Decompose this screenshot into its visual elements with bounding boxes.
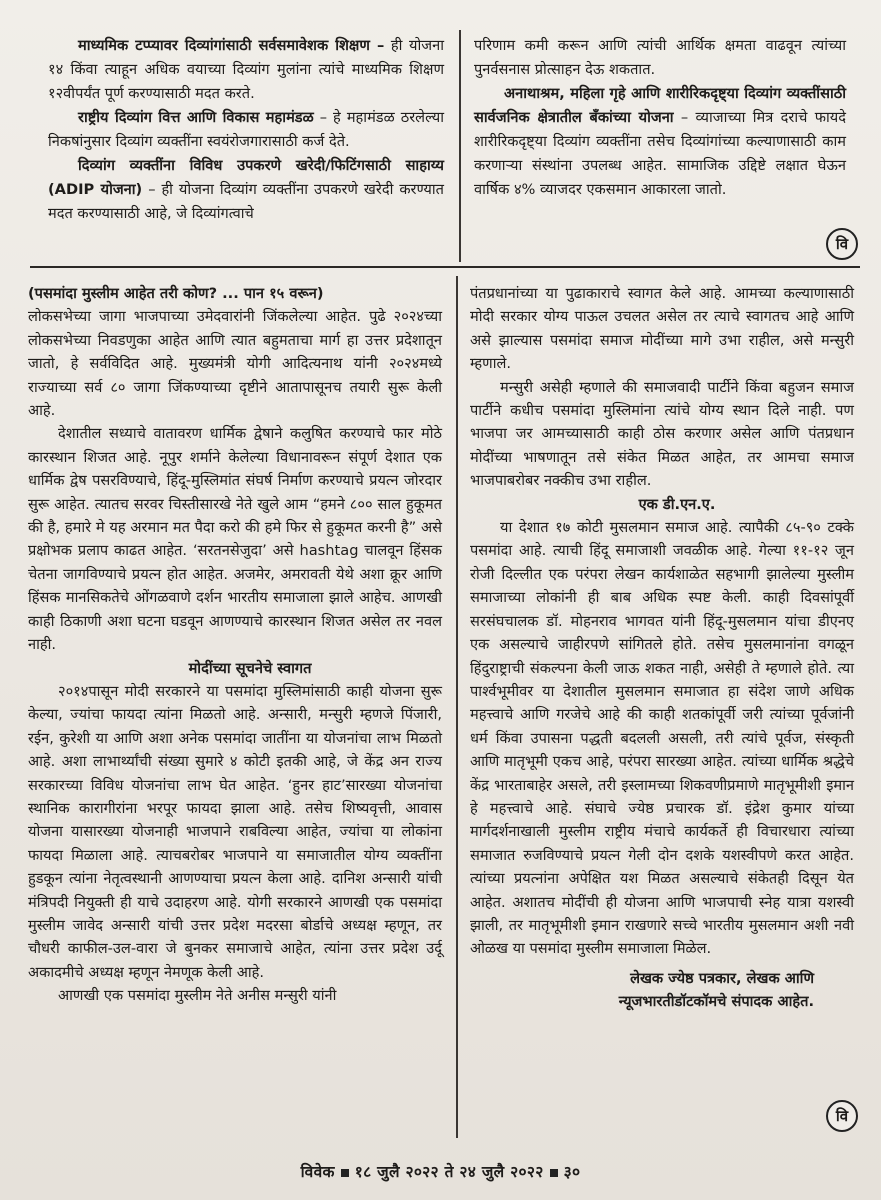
- top-left-column: [48, 34, 444, 226]
- text: – व्याजाच्या मित्र दराचे फायदे शारीरिकदृष्ट्या दिव्यांग व्यक्तींना तसेच दिव्यांगांच्या कल्याणासाठी काम करणाऱ्या संस्थांना उपलब्ध आहेत. सामाजिक उद्दिष्टे लक्षात घेऊन वार्षिक ४% व्याजदर एकसमान आकारला जातो.: [474, 109, 846, 198]
- right-column: [470, 282, 854, 1014]
- paragraph: परिणाम कमी करून आणि त्यांची आर्थिक क्षमता वाढवून त्यांच्या पुनर्वसनास प्रोत्साहन देऊ शकतात.: [474, 37, 846, 78]
- paragraph: आणखी एक पसमांदा मुस्लीम नेते अनीस मन्सुरी यांनी: [58, 987, 337, 1005]
- bold-lead: दिव्यांग व्यक्तींना विविध उपकरणे खरेदी/फिटिंगसाठी साहाय्य (ADIP योजना): [48, 157, 444, 198]
- author-note-line-1: लेखक ज्येष्ठ पत्रकार, लेखक आणि: [630, 969, 814, 987]
- section-divider: [30, 266, 860, 268]
- paragraph: [48, 106, 444, 154]
- logo-letter: वि: [835, 235, 849, 253]
- continuation-note: (पसमांदा मुस्लीम आहेत तरी कोण? ... पान १५ वरून): [28, 285, 324, 302]
- subheading: मोदींच्या सूचनेचे स्वागत: [188, 659, 312, 677]
- left-column: [28, 282, 442, 1008]
- top-column-divider: [459, 30, 461, 262]
- paragraph: मन्सुरी असेही म्हणाले की समाजवादी पार्टीने किंवा बहुजन समाज पार्टीने कधीच पसमांदा मुस्लिमांना त्यांचे योग्य स्थान दिले नाही. पण भाजपा जर आमच्यासाठी काही ठोस करणार असेल आणि पंतप्रधान मोदींच्या भाषणातून तसे संकेत मिळत आहेत, तर आमचा समाज भाजपाबरोबर नक्कीच उभा राहील.: [470, 378, 854, 490]
- paragraph: पंतप्रधानांच्या या पुढाकाराचे स्वागत केले आहे. आमच्या कल्याणासाठी मोदी सरकार योग्य पाऊल उचलत असेल तर त्याचे स्वागतच आहे आणि असे झाल्यास पसमांदा समाज मोदींच्या मागे उभा राहील, असे मन्सुरी म्हणाले.: [470, 285, 854, 373]
- text: – हे महामंडळ ठरलेल्या निकषांनुसार दिव्यांग व्यक्तींना स्वयंरोजगारासाठी कर्ज देते.: [48, 109, 444, 150]
- issue-dates: १८ जुलै २०२२ ते २४ जुलै २०२२: [354, 1163, 544, 1181]
- paragraph: देशातील सध्याचे वातावरण धार्मिक द्वेषाने कलुषित करण्याचे फार मोठे कारस्थान शिजत आहे. नूपुर शर्माने केलेल्या विधानावरून संपूर्ण देशात एक धार्मिक द्वेष पसरविण्याचे, हिंदू-मुस्लिमांत संघर्ष निर्माण करण्याचे प्रयत्न जोरदार सुरू आहेत. त्यातच सरवर चिस्तीसारखे नेते खुले आम “हमने ८०० साल हुकूमत की है, हमारे मे यह अरमान मत पैदा करो की हमे फिर से हुकूमत करनी है” असे प्रक्षोभक प्रलाप काढत आहेत. ‘सरतनसेजुदा’ असे hashtag चालवून हिंसक चेतना जागविण्याचे प्रयत्न होत आहेत. अजमेर, अमरावती येथे अशा क्रूर आणि हिंसक मानसिकतेचे ओंगळवाणे दर्शन भारतीय समाजाला झाले आहेच. आणखी काही ठिकाणी अशा घटना घडवून आणण्याचे कारस्थान शिजत असेल तर नवल नाही.: [28, 425, 442, 654]
- column-divider: [456, 276, 458, 1138]
- paragraph: [48, 154, 444, 226]
- bold-lead: राष्ट्रीय दिव्यांग वित्त आणि विकास महामंडळ: [78, 109, 314, 126]
- paragraph: [48, 34, 444, 106]
- paragraph: या देशात १७ कोटी मुसलमान समाज आहे. त्यापैकी ८५-९० टक्के पसमांदा आहे. त्याची हिंदू समाजाशी जवळीक आहे. गेल्या ११-१२ जून रोजी दिल्लीत एक परंपरा लेखन कार्यशाळेत सहभागी झालेल्या मुस्लीम समाजाच्या लोकांनी ही बाब अधिक स्पष्ट केली. काही दिवसांपूर्वी सरसंघचालक डॉ. मोहनराव भागवत यांनी हिंदू-मुसलमान यांचा डीएनए एक असल्याचे जाहीरपणे सांगितले होते. तसेच मुसलमानांना वगळून हिंदुराष्ट्राची संकल्पना केली जाऊ शकत नाही, असेही ते म्हणाले होते. त्या पार्श्वभूमीवर या देशातील मुसलमान समाजात हा संदेश जाणे अधिक महत्त्वाचे आणि गरजेचे आहे की काही शतकांपूर्वी जरी त्यांच्या पूर्वजांनी धर्म किंवा उपासना पद्धती बदलली असली, तरी त्यांचे पूर्वज, संस्कृती आणि मातृभूमी एकच आहे, परंपरा सारख्या आहेत. त्यांच्या धार्मिक श्रद्धेचे केंद्र भारताबाहेर असले, तरी इस्लामच्या शिकवणीप्रमाणे मातृभूमीशी इमान हे महत्त्वाचे आहे. संघाचे ज्येष्ठ प्रचारक डॉ. इंद्रेश कुमार यांच्या मार्गदर्शनाखाली मुस्लीम राष्ट्रीय मंचाचे कार्यकर्ते ही विचारधारा त्यांच्या समाजात रुजविण्याचे प्रयत्न गेली दोन दशके यशस्वीपणे करत आहेत. त्यांच्या प्रयत्नांना अपेक्षित यश मिळत असल्याचे संकेतही दिसून येत आहेत. अशातच मोदींची ही योजना आणि भाजपाची स्नेह यात्रा यशस्वी झाली, तर मातृभूमीशी इमान राखणारे सच्चे भारतीय मुसलमान अशी नवी ओळख या पसमांदा मुस्लीम समाजाला मिळेल.: [470, 519, 854, 958]
- paragraph: लोकसभेच्या जागा भाजपाच्या उमेदवारांनी जिंकलेल्या आहेत. पुढे २०२४च्या लोकसभेच्या निवडणुका आहेत आणि त्यात बहुमताचा मार्ग हा उत्तर प्रदेशातून जातो, हे सर्वविदित आहे. मुख्यमंत्री योगी आदित्यनाथ यांनी २०२४मध्ये राज्याच्या सर्व ८० जागा जिंकण्याच्या दृष्टीने आतापासूनच तयारी सुरू केली आहे.: [28, 308, 442, 420]
- vivek-logo-icon: [826, 228, 858, 260]
- paragraph: [474, 82, 846, 202]
- square-bullet-icon: [341, 1169, 349, 1177]
- square-bullet-icon: [550, 1169, 558, 1177]
- page-number: ३०: [563, 1163, 581, 1181]
- bold-lead: अनाथाश्रम, महिला गृहे आणि शारीरिकदृष्ट्या दिव्यांग व्यक्तींसाठी सार्वजनिक क्षेत्रातील बँकांच्या योजना: [474, 85, 846, 126]
- logo-letter: वि: [835, 1107, 849, 1125]
- page-footer: [0, 1160, 881, 1182]
- vivek-end-logo-icon: [826, 1100, 858, 1132]
- magazine-name: विवेक: [300, 1163, 335, 1181]
- top-right-column: [474, 34, 846, 202]
- paragraph: २०१४पासून मोदी सरकारने या पसमांदा मुस्लिमांसाठी काही योजना सुरू केल्या, ज्यांचा फायदा त्यांना मिळतो आहे. अन्सारी, मन्सुरी म्हणजे पिंजारी, रईन, कुरेशी या आणि अशा अनेक पसमांदा जातींना या योजनांचा लाभ मिळतो आहे. अशा लाभार्थ्यांची संख्या सुमारे ४ कोटी इतकी आहे, जे केंद्र अन राज्य सरकारच्या विविध योजनांचा लाभ घेत आहेत. ‘हुनर हाट’सारख्या योजनांचा स्थानिक कारागीरांना भरपूर फायदा झाला आहे. तसेच शिष्यवृत्ती, आवास योजना यासारख्या योजनाही भाजपाने राबविल्या आहेत, ज्यांचा या लोकांना फायदा मिळाला आहे. त्याचबरोबर भाजपाने या समाजातील योग्य व्यक्तींना हुडकून त्यांना नेतृत्वस्थानी आणण्याचा प्रयत्न केला आहे. दानिश अन्सारी यांची मंत्रिपदी नियुक्ती ही याचे उदाहरण आहे. योगी सरकारने आणखी एक पसमांदा मुस्लीम जावेद अन्सारी यांची उत्तर प्रदेश मदरसा बोर्डाचे अध्यक्ष म्हणून, तर चौधरी काफील-उल-वारा जे बुनकर समाजाचे आहेत, त्यांना उत्तर प्रदेश उर्दू अकादमीचे अध्यक्ष म्हणून नेमणूक केली आहे.: [28, 682, 442, 981]
- text: – ही योजना दिव्यांग व्यक्तींना उपकरणे खरेदी करण्यात मदत करण्यासाठी आहे, जे दिव्यांगत्वाचे: [48, 181, 444, 222]
- bold-lead: माध्यमिक टप्प्यावर दिव्यांगांसाठी सर्वसमावेशक शिक्षण –: [78, 37, 385, 54]
- text: ही योजना १४ किंवा त्याहून अधिक वयाच्या दिव्यांग मुलांना त्यांचे माध्यमिक शिक्षण १२वीपर्यंत पूर्ण करण्यासाठी मदत करते.: [48, 37, 444, 102]
- author-note-line-2: न्यूजभारतीडॉटकॉमचे संपादक आहेत.: [618, 993, 814, 1011]
- subheading: एक डी.एन.ए.: [638, 495, 716, 513]
